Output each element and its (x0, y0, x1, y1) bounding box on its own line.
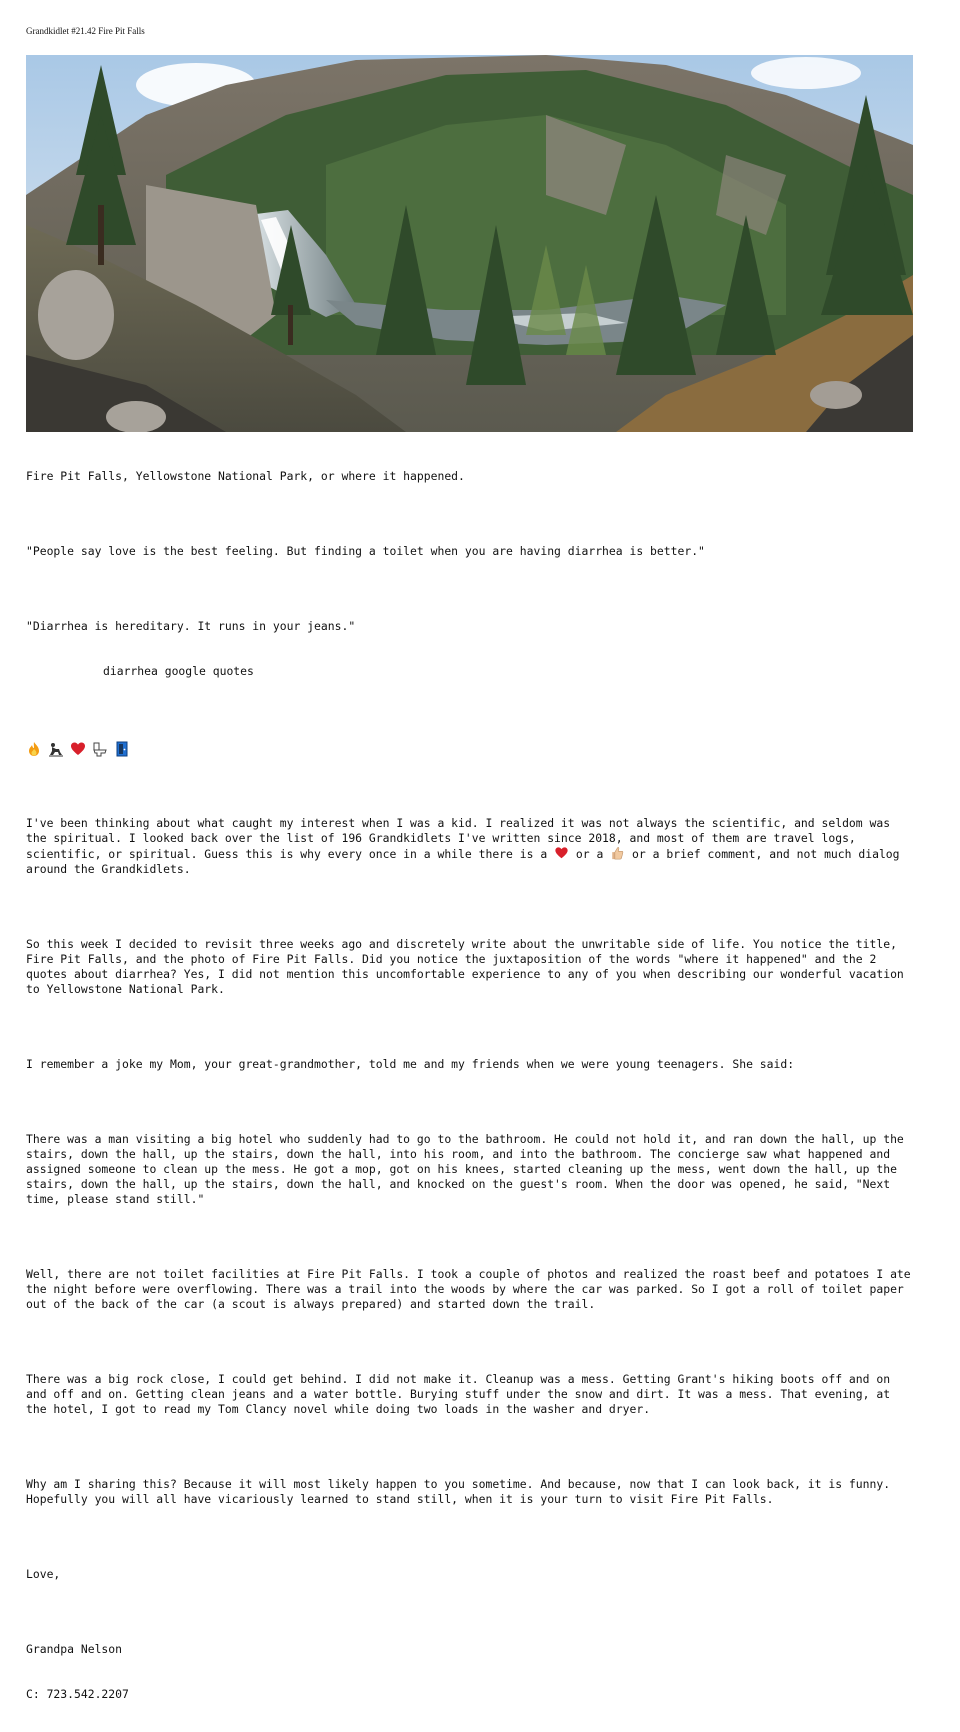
paragraph-1 (26, 816, 916, 877)
person-squatting-icon (48, 741, 64, 757)
emoji-row (26, 739, 916, 759)
paragraph-1-part-b: or a (569, 847, 611, 861)
waterfall-photo (26, 55, 913, 432)
quote-2: "Diarrhea is hereditary. It runs in your jeans." (26, 619, 356, 633)
document-title: Grandkidlet #21.42 Fire Pit Falls (26, 26, 145, 36)
quote-source: diarrhea google quotes (103, 664, 254, 678)
paragraph-7: Why am I sharing this? Because it will most likely happen to you sometime. And because, now that I can look back, it is funny. Hopefully you will all have vicariously learned to stand still, when it is your turn to visit Fire Pit Falls. (26, 1477, 897, 1506)
door-icon (114, 741, 130, 757)
signature-phone: C: 723.542.2207 (26, 1687, 129, 1701)
paragraph-4: There was a man visiting a big hotel who suddenly had to go to the bathroom. He could not hold it, and ran down the hall, up the stairs, down the hall, up the stairs, down the hall, into his room, and into the bathroom. The concierge saw what happened and assigned someone to clean up the mess. He got a mop, got on his knees, started cleaning up the mess, went down the hall, up the stairs, down the hall, up the stairs, down the hall, and knocked on the guest's room. When the door was opened, he said, "Next time, please stand still." (26, 1132, 911, 1206)
paragraph-2: So this week I decided to revisit three weeks ago and discretely write about the unwritable side of life. You notice the title, Fire Pit Falls, and the photo of Fire Pit Falls. Did you notice the juxtaposition of the words "where it happened" and the 2 quotes about diarrhea? Yes, I did not mention this uncomfortable experience to any of you when describing our wonderful vacation to Yellowstone National Park. (26, 937, 911, 996)
letter-body (26, 439, 916, 1732)
paragraph-1-part-c: or a brief comment, and not much dialog around the Grandkidlets. (26, 847, 907, 876)
paragraph-6: There was a big rock close, I could get behind. I did not make it. Cleanup was a mess. Getting Grant's hiking boots off and on and off and on. Getting clean jeans and a water bottle. Burying stuff under the snow and dirt. It was a mess. That evening, at the hotel, I got to read my Tom Clancy novel while doing two loads in the washer and dryer. (26, 1372, 897, 1416)
thumbs-up-icon (610, 846, 625, 860)
photo-caption: Fire Pit Falls, Yellowstone National Park, or where it happened. (26, 469, 465, 483)
fire-icon (26, 741, 42, 757)
closing: Love, (26, 1567, 61, 1581)
paragraph-5: Well, there are not toilet facilities at Fire Pit Falls. I took a couple of photos and realized the roast beef and potatoes I ate the night before were overflowing. There was a trail into the woods by where the car was parked. So I got a roll of toilet paper out of the back of the car (a scout is always prepared) and started down the trail. (26, 1267, 918, 1311)
heart-icon (554, 846, 569, 860)
quote-1: "People say love is the best feeling. But finding a toilet when you are having diarrhea is better." (26, 544, 705, 558)
heart-icon (70, 741, 86, 757)
paragraph-1-part-a: I've been thinking about what caught my interest when I was a kid. I realized it was not always the scientific, and seldom was the spiritual. I looked back over the list of 196 Grandkidlets I've written since 2018, and most of them are travel logs, scientific, or spiritual. Guess this is why every once in a while there is a (26, 816, 897, 861)
signature-name: Grandpa Nelson (26, 1642, 123, 1656)
paragraph-3: I remember a joke my Mom, your great-grandmother, told me and my friends when we were young teenagers. She said: (26, 1057, 795, 1071)
toilet-icon (92, 741, 108, 757)
